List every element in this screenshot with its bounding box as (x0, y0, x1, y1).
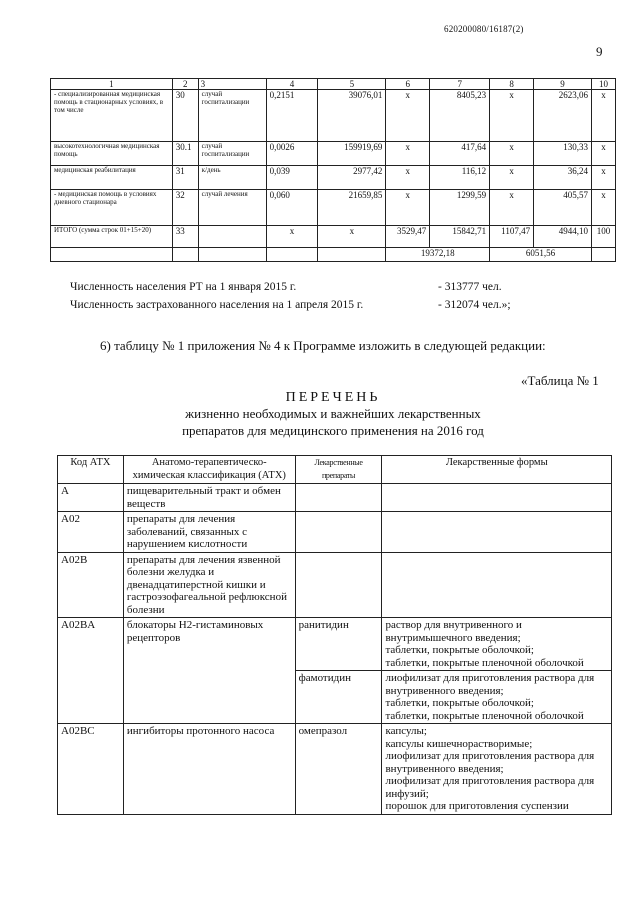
cell: x (490, 90, 534, 142)
header-atc-class: Анатомо-терапевтическо-химическая классификация (АТХ) (123, 456, 295, 484)
row-name: - специализированная медицинская помощь в стационарных условиях, в том числе (51, 90, 173, 142)
header-row (58, 456, 612, 484)
cell: x (591, 90, 615, 142)
cell: 3529,47 (386, 226, 430, 248)
row-unit: случай госпитализации (198, 142, 266, 166)
cell: 39076,01 (318, 90, 386, 142)
drug-name: омепразол (295, 724, 382, 815)
cell: 417,64 (430, 142, 490, 166)
row-unit: к/день (198, 166, 266, 190)
table-row-total (51, 226, 616, 248)
cell: 0,039 (266, 166, 318, 190)
drug-forms (382, 724, 612, 815)
cell: x (490, 142, 534, 166)
cell: 0,060 (266, 190, 318, 226)
cell: x (591, 142, 615, 166)
drug-forms (382, 671, 612, 724)
form-item: капсулы кишечнорастворимые; (385, 737, 533, 750)
cell: 405,57 (534, 190, 592, 226)
cell: 0,0026 (266, 142, 318, 166)
col-number: 3 (198, 79, 266, 90)
col-number: 8 (490, 79, 534, 90)
atc-class: препараты для лечения заболеваний, связанных с нарушением кислотности (123, 512, 295, 553)
form-item: таблетки, покрытые пленочной оболочкой (385, 709, 584, 722)
cell: x (266, 226, 318, 248)
drug-name: фамотидин (295, 671, 382, 724)
population-value-1: - 313777 чел. (438, 281, 502, 293)
cell: x (591, 190, 615, 226)
form-item: капсулы; (385, 725, 427, 737)
col-number: 10 (591, 79, 615, 90)
cell: 130,33 (534, 142, 592, 166)
table-row (58, 724, 612, 815)
form-item: лиофилизат для приготовления раствора для внутривенного введения; (385, 672, 595, 697)
list-subtitle-1: жизненно необходимых и важнейших лекарственных (185, 406, 481, 421)
row-line: 31 (172, 166, 198, 190)
atc-class: препараты для лечения язвенной болезни желудка и двенадцатиперстной кишки и гастроэзофагеальной рефлюксной болезни (123, 552, 295, 618)
atc-code: A02BA (58, 618, 124, 724)
table-row (58, 484, 612, 512)
header-forms: Лекарственные формы (382, 456, 612, 484)
cell (198, 248, 266, 262)
header-drugs: Лекарственные препараты (295, 456, 382, 484)
row-unit: случай госпитализации (198, 90, 266, 142)
atc-class: ингибиторы протонного насоса (123, 724, 295, 815)
row-line: 33 (172, 226, 198, 248)
form-item: порошок для приготовления суспензии (385, 800, 569, 812)
cell: x (386, 190, 430, 226)
drug-forms (382, 552, 612, 618)
cell (172, 248, 198, 262)
list-subtitle-2: препаратов для медицинского применения на 2016 год (182, 423, 484, 438)
drug-name (295, 512, 382, 553)
cell: x (318, 226, 386, 248)
cell: 159919,69 (318, 142, 386, 166)
row-unit: случай лечения (198, 190, 266, 226)
atc-code: A (58, 484, 124, 512)
form-item: таблетки, покрытые оболочкой; (385, 697, 534, 709)
cell: 2977,42 (318, 166, 386, 190)
drug-name: ранитидин (295, 618, 382, 671)
cell: 1299,59 (430, 190, 490, 226)
form-item: таблетки, покрытые оболочкой; (385, 644, 534, 656)
cell (591, 248, 615, 262)
col-number: 9 (534, 79, 592, 90)
cell: x (386, 142, 430, 166)
col-number: 2 (172, 79, 198, 90)
atc-class: пищеварительный тракт и обмен веществ (123, 484, 295, 512)
row-name: - медицинская помощь в условиях дневного стационара (51, 190, 173, 226)
col-number: 6 (386, 79, 430, 90)
drug-name (295, 484, 382, 512)
table-row (58, 618, 612, 671)
drug-name (295, 552, 382, 618)
drug-list-table (57, 455, 612, 815)
col-number: 5 (318, 79, 386, 90)
table-row (58, 552, 612, 618)
atc-code: A02 (58, 512, 124, 553)
cell (318, 248, 386, 262)
row-name: ИТОГО (сумма строк 01+15+20) (51, 226, 173, 248)
form-item: лиофилизат для приготовления раствора для внутривенного введения; (385, 750, 595, 775)
population-label-1: Численность населения РТ на 1 января 2015 г. (70, 281, 297, 293)
cell: x (591, 166, 615, 190)
cell: 0,2151 (266, 90, 318, 142)
cell: x (386, 90, 430, 142)
table-row (51, 90, 616, 142)
col-number: 1 (51, 79, 173, 90)
atc-class: блокаторы Н2-гистаминовых рецепторов (123, 618, 295, 724)
cell: 8405,23 (430, 90, 490, 142)
cell: 1107,47 (490, 226, 534, 248)
col-number: 7 (430, 79, 490, 90)
drug-forms (382, 512, 612, 553)
financing-table (50, 78, 616, 262)
total-b: 6051,56 (490, 248, 592, 262)
form-item: лиофилизат для приготовления раствора для инфузий; (385, 775, 595, 800)
column-number-row (51, 79, 616, 90)
drug-forms (382, 484, 612, 512)
atc-code: A02B (58, 552, 124, 618)
total-a: 19372,18 (386, 248, 490, 262)
cell (51, 248, 173, 262)
document-id: 620200080/16187(2) (444, 24, 524, 34)
drug-forms (382, 618, 612, 671)
table-row (51, 166, 616, 190)
table-reference: «Таблица № 1 (521, 373, 599, 388)
cell: 2623,06 (534, 90, 592, 142)
col-number: 4 (266, 79, 318, 90)
cell: 21659,85 (318, 190, 386, 226)
cell: 4944,10 (534, 226, 592, 248)
cell: 15842,71 (430, 226, 490, 248)
cell: x (386, 166, 430, 190)
row-name: высокотехнологичная медицинская помощь (51, 142, 173, 166)
cell (266, 248, 318, 262)
atc-code: A02BC (58, 724, 124, 815)
population-label-2: Численность застрахованного населения на 1 апреля 2015 г. (70, 299, 364, 311)
form-item: таблетки, покрытые пленочной оболочкой (385, 656, 584, 669)
cell: 100 (591, 226, 615, 248)
table-row (51, 142, 616, 166)
amendment-paragraph: 6) таблицу № 1 приложения № 4 к Программе изложить в следующей редакции: (100, 338, 546, 353)
table-row (51, 190, 616, 226)
row-line: 30.1 (172, 142, 198, 166)
cell: 116,12 (430, 166, 490, 190)
population-value-2: - 312074 чел.»; (438, 299, 511, 311)
cell: 36,24 (534, 166, 592, 190)
header-atc-code: Код АТХ (58, 456, 124, 484)
cell: x (490, 166, 534, 190)
row-unit (198, 226, 266, 248)
row-name: медицинская реабилитация (51, 166, 173, 190)
row-line: 30 (172, 90, 198, 142)
table-row (58, 512, 612, 553)
cell: x (490, 190, 534, 226)
page-number: 9 (596, 44, 603, 59)
form-item: раствор для внутривенного и внутримышечного введения; (385, 619, 522, 644)
row-line: 32 (172, 190, 198, 226)
list-title: ПЕРЕЧЕНЬ (285, 390, 381, 405)
table-row-grand-total (51, 248, 616, 262)
